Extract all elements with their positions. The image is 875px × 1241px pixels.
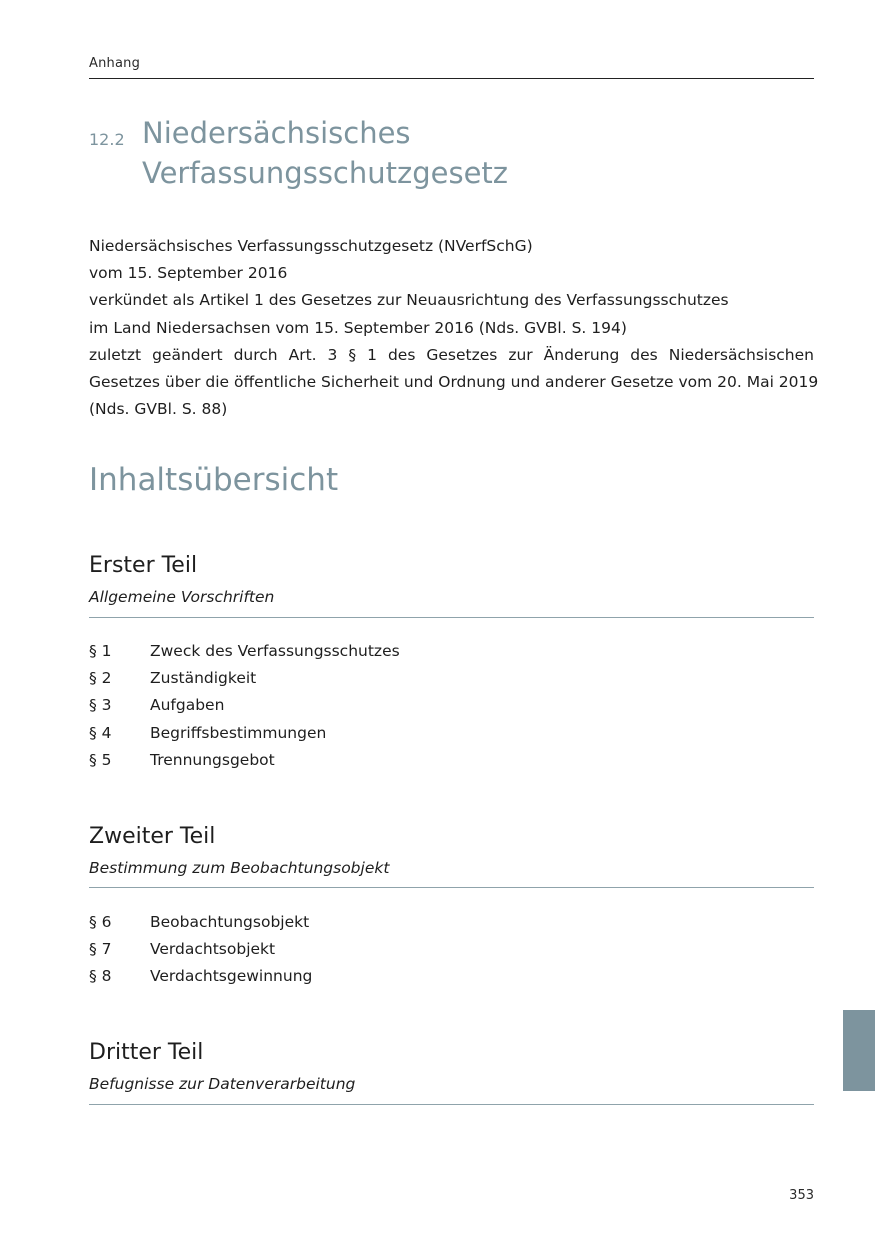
toc-section-list [89,638,789,774]
intro-line: Niedersächsisches Verfassungsschutzgesetz (NVerfSchG) [89,237,533,255]
part-subtitle: Bestimmung zum Beobachtungsobjekt [89,859,390,877]
section-number: § 2 [89,669,112,688]
part-rule [89,1104,814,1105]
toc-entry[interactable] [89,692,789,719]
running-header: Anhang [89,56,141,71]
chapter-thumb-tab [843,1010,875,1091]
part-rule [89,887,814,888]
part-title: Zweiter Teil [89,824,216,849]
intro-paragraph [89,233,819,423]
section-title: Beobachtungsobjekt [150,913,310,931]
chapter-number: 12.2 [89,130,125,149]
part-title: Dritter Teil [89,1040,204,1065]
part-subtitle: Befugnisse zur Datenverarbeitung [89,1075,356,1093]
section-title: Aufgaben [150,696,225,715]
section-title: Begriffsbestimmungen [150,723,327,742]
section-number: § 5 [89,750,112,769]
section-title: Zuständigkeit [150,669,257,688]
section-title: Verdachtsobjekt [150,940,276,959]
header-rule [89,78,814,79]
toc-entry[interactable] [89,963,789,990]
intro-line: vom 15. September 2016 [89,264,288,283]
toc-entry[interactable] [89,936,789,963]
toc-entry[interactable] [89,638,789,665]
toc-entry[interactable] [89,665,789,692]
page-number: 353 [789,1188,814,1203]
section-number: § 4 [89,723,112,742]
intro-line: Gesetzes über die öffentliche Sicherheit und Ordnung und anderer Gesetze vom 20. Mai 2019 [89,373,819,392]
section-title: Verdachtsgewinnung [150,967,313,986]
toc-entry[interactable] [89,747,789,774]
section-number: § 6 [89,913,112,931]
toc-entry[interactable] [89,909,789,936]
intro-line: verkündet als Artikel 1 des Gesetzes zur Neuausrichtung des Verfassungsschutzes [89,291,729,310]
intro-line: zuletzt geändert durch Art. 3 § 1 des Gesetzes zur Änderung des Niedersächsischen [89,345,814,364]
toc-entry[interactable] [89,720,789,747]
intro-line: im Land Niedersachsen vom 15. September 2016 (Nds. GVBl. S. 194) [89,318,627,337]
section-number: § 3 [89,696,112,715]
toc-section-list [89,909,789,991]
part-title: Erster Teil [89,553,198,578]
toc-heading: Inhaltsübersicht [89,462,339,498]
chapter-title-line-1: Niedersächsisches [142,116,411,150]
intro-line: (Nds. GVBl. S. 88) [89,400,228,419]
section-title: Trennungsgebot [150,750,275,769]
chapter-title [142,113,802,193]
section-number: § 8 [89,967,112,986]
section-title: Zweck des Verfassungsschutzes [150,642,400,660]
part-rule [89,617,814,618]
chapter-title-line-2: Verfassungsschutzgesetz [142,156,509,190]
part-subtitle: Allgemeine Vorschriften [89,588,275,606]
section-number: § 7 [89,940,112,959]
section-number: § 1 [89,642,112,660]
